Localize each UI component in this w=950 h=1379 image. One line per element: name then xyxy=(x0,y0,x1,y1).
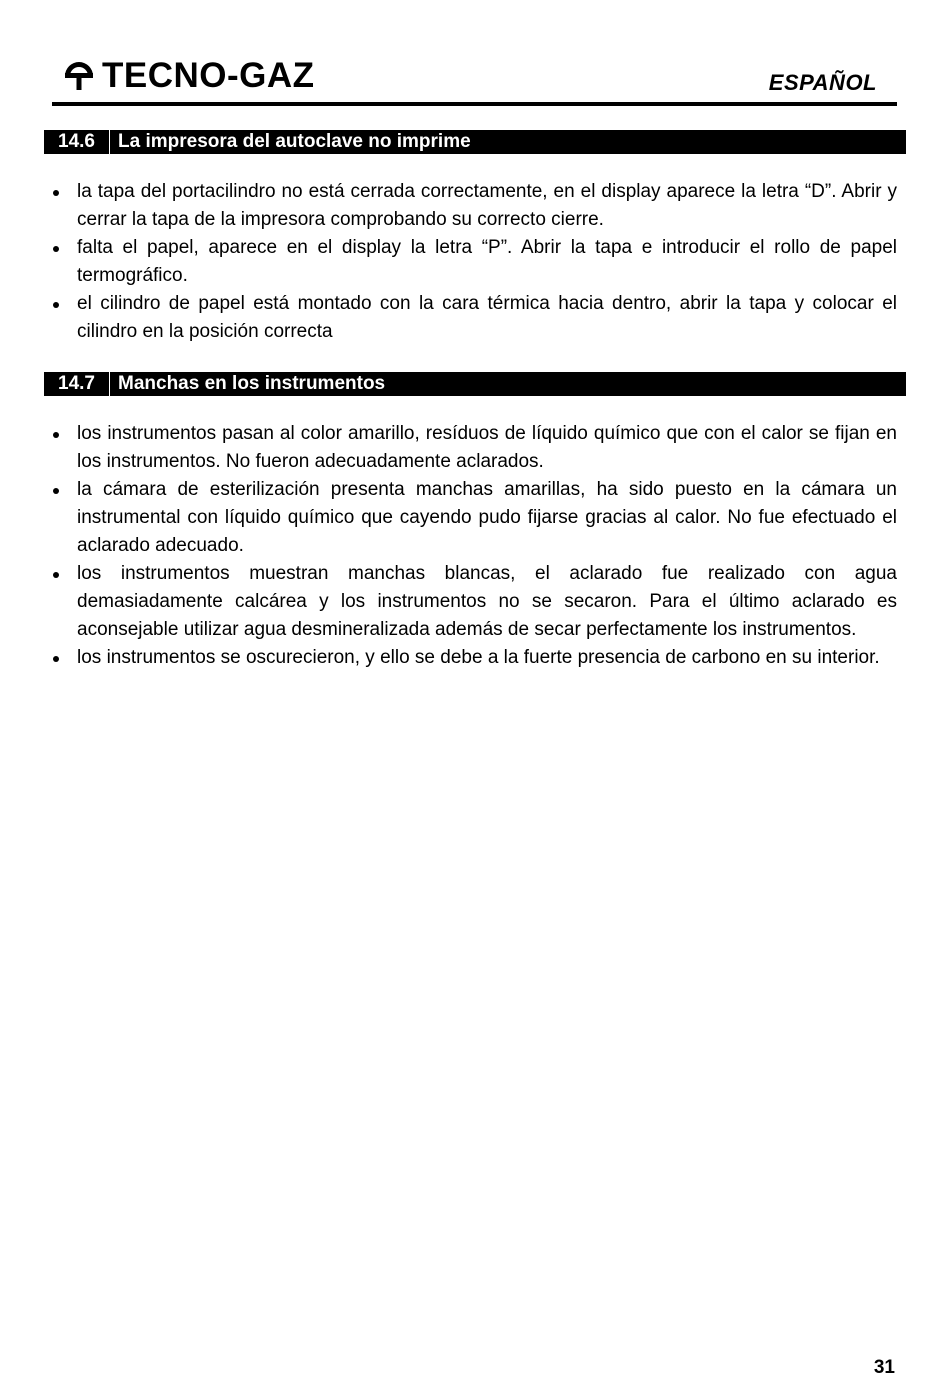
list-item xyxy=(48,234,897,290)
bullet-icon xyxy=(53,190,59,196)
section-heading-14-7 xyxy=(44,372,906,396)
tecno-gaz-logo-icon xyxy=(62,59,96,93)
bullet-list-14-7 xyxy=(48,420,897,672)
section-title: Manchas en los instrumentos xyxy=(118,373,386,394)
list-item-text: la cámara de esterilización presenta manchas amarillas, ha sido puesto en la cámara un instrumental con líquido químico que cayendo pudo fijarse gracias al calor. No fue efectuado el aclarado adecuado. xyxy=(77,479,897,556)
bullet-icon xyxy=(53,246,59,252)
list-item xyxy=(48,476,897,560)
list-item-text: el cilindro de papel está montado con la cara térmica hacia dentro, abrir la tapa y colocar el cilindro en la posición correcta xyxy=(77,293,897,342)
list-item-text: los instrumentos muestran manchas blancas, el aclarado fue realizado con agua demasiadamente calcárea y los instrumentos no se secaron. Para el último aclarado es aconsejable utilizar agua desmineralizada además de secar perfectamente los instrumentos. xyxy=(77,563,897,640)
section-number: 14.7 xyxy=(44,372,110,396)
list-item-text: la tapa del portacilindro no está cerrada correctamente, en el display aparece la letra “D”. Abrir y cerrar la tapa de la impresora comprobando su correcto cierre. xyxy=(77,181,897,230)
bullet-list-14-6 xyxy=(48,178,897,346)
bullet-icon xyxy=(53,302,59,308)
list-item xyxy=(48,178,897,234)
list-item xyxy=(48,290,897,346)
list-item xyxy=(48,560,897,644)
list-item-text: los instrumentos se oscurecieron, y ello se debe a la fuerte presencia de carbono en su interior. xyxy=(77,647,880,668)
section-title: La impresora del autoclave no imprime xyxy=(118,131,471,152)
bullet-icon xyxy=(53,488,59,494)
list-item-text: los instrumentos pasan al color amarillo, resíduos de líquido químico que con el calor se fijan en los instrumentos. No fueron adecuadamente aclarados. xyxy=(77,423,897,472)
header-divider xyxy=(52,102,897,106)
bullet-icon xyxy=(53,432,59,438)
list-item xyxy=(48,644,897,672)
language-label: ESPAÑOL xyxy=(768,70,877,95)
section-number: 14.6 xyxy=(44,130,110,154)
bullet-icon xyxy=(53,656,59,662)
page-header xyxy=(52,52,897,106)
list-item xyxy=(48,420,897,476)
list-item-text: falta el papel, aparece en el display la letra “P”. Abrir la tapa e introducir el rollo de papel termográfico. xyxy=(77,237,897,286)
bullet-icon xyxy=(53,572,59,578)
brand-logo xyxy=(62,56,315,96)
brand-name: TECNO-GAZ xyxy=(102,56,315,95)
section-heading-14-6 xyxy=(44,130,906,154)
page-number: 31 xyxy=(873,1357,895,1378)
